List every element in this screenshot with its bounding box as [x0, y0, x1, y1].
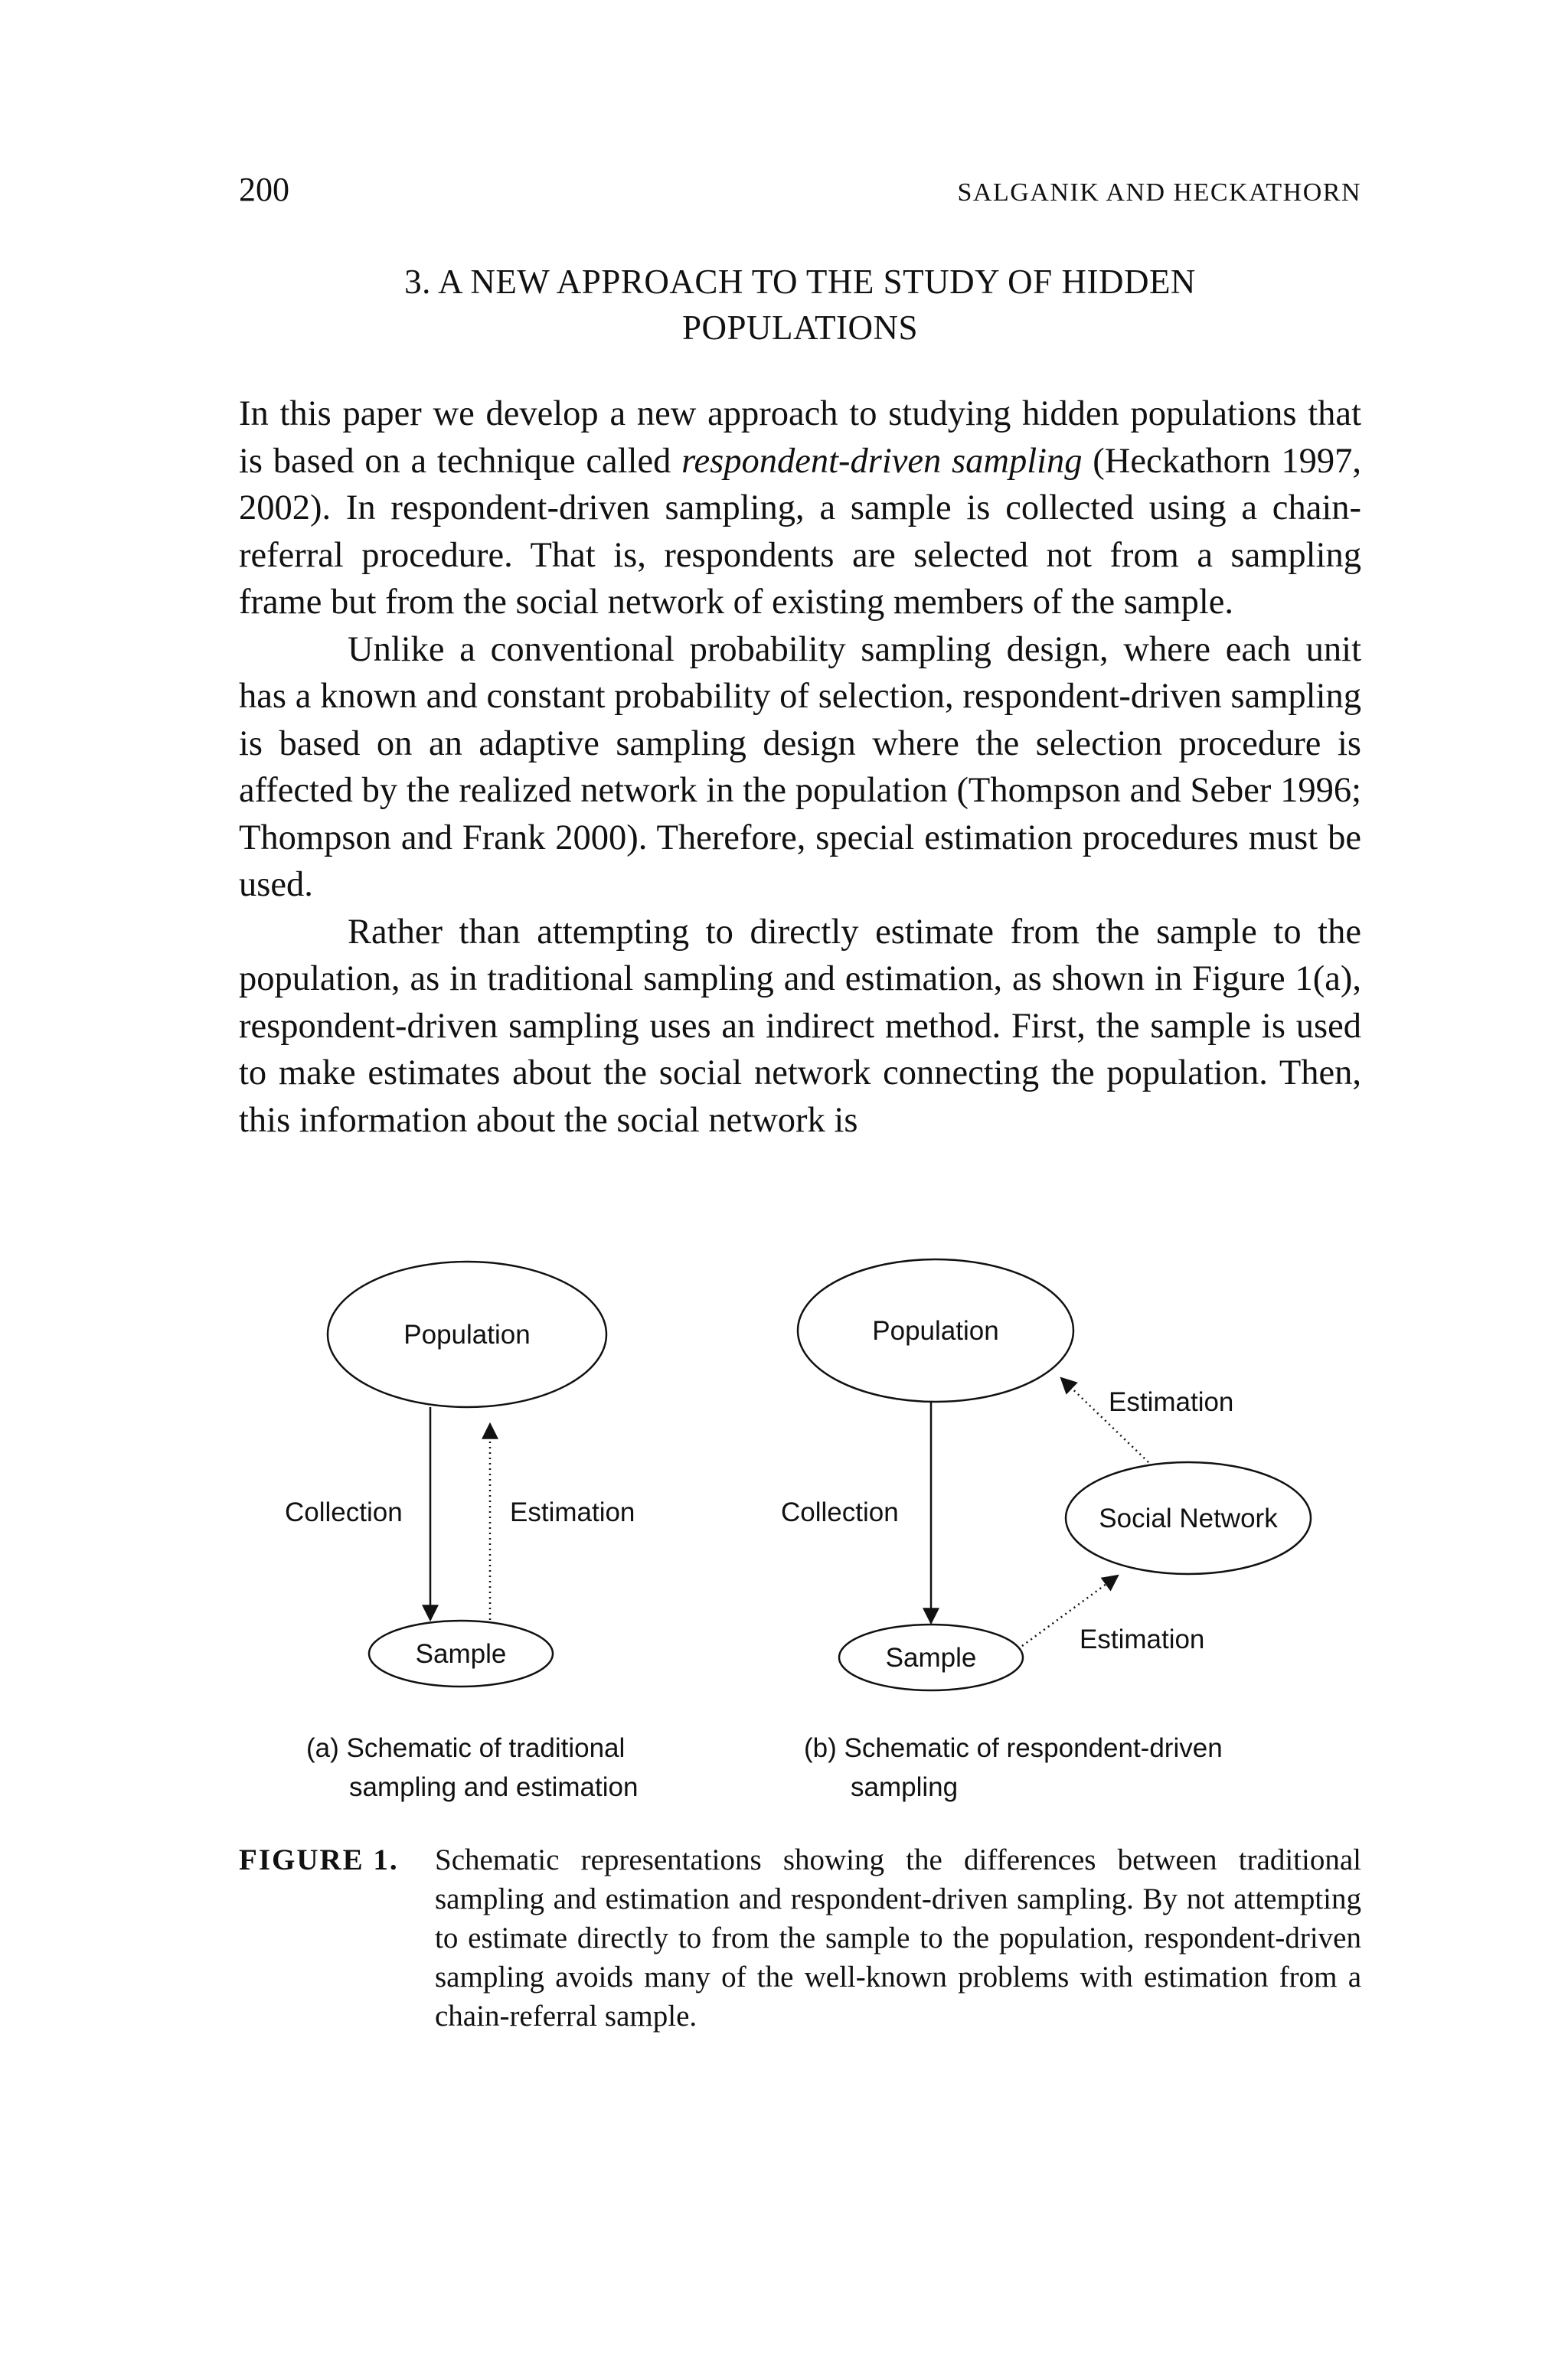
- paragraph-3: Rather than attempting to directly estimate from the sample to the population, as in traditional sampling and estimation, as shown in Figure 1(a), respondent-driven sampling uses an indirect method. First, the sample is used to make estimates about the social network connecting the population. Then, this information about the social network is: [239, 912, 1361, 1140]
- paragraph-1: [239, 390, 1361, 626]
- section-heading-line1: 3. A NEW APPROACH TO THE STUDY OF HIDDEN: [404, 263, 1196, 301]
- panel-b-caption-line1: (b) Schematic of respondent-driven: [804, 1733, 1223, 1763]
- panel-a-caption-line1: (a) Schematic of traditional: [306, 1733, 626, 1763]
- panel-b-caption-line2: sampling: [851, 1772, 959, 1802]
- panel-b-collection-label: Collection: [781, 1497, 899, 1527]
- panel-b-estimation-top-label: Estimation: [1109, 1387, 1234, 1417]
- panel-b: [781, 1259, 1311, 1802]
- body-text: [239, 390, 1361, 1144]
- panel-b-social-network-label: Social Network: [1099, 1504, 1278, 1533]
- figure-1-diagram: [0, 1248, 1568, 1830]
- panel-b-estimation-bottom-label: Estimation: [1080, 1625, 1205, 1654]
- figure-caption-text: Schematic representations showing the differences between traditional sampling and estimation and respondent-driven sampling. By not attempting to estimate directly to from the sample to the population, respondent-driven sampling avoids many of the well-known problems with estimation from a chain-referral sample.: [435, 1843, 1361, 2033]
- figure-caption: [239, 1840, 1361, 2036]
- panel-a-estimation-label: Estimation: [510, 1497, 635, 1527]
- paragraph-1-start: In this paper we develop a new approach to studying hidden populations that is based on a technique called: [239, 394, 1361, 481]
- page-header: [239, 170, 1361, 209]
- paragraph-1-italic-term: respondent-driven sampling: [681, 441, 1083, 481]
- section-heading-line2: POPULATIONS: [681, 309, 919, 347]
- page-number: 200: [239, 171, 289, 208]
- running-head: SALGANIK AND HECKATHORN: [957, 178, 1361, 207]
- panel-a-collection-label: Collection: [285, 1497, 403, 1527]
- paragraph-2: Unlike a conventional probability sampling design, where each unit has a known and constant probability of selection, respondent-driven sampling is based on an adaptive sampling design where the selection procedure is affected by the realized network in the population (Thompson and Seber 1996; Thompson and Frank 2000). Therefore, special estimation procedures must be used.: [239, 629, 1361, 904]
- figure-caption-label: FIGURE 1.: [239, 1843, 399, 1876]
- section-heading: [239, 259, 1361, 351]
- panel-a: [285, 1262, 638, 1802]
- panel-a-caption-line2: sampling and estimation: [349, 1772, 639, 1802]
- panel-b-sample-label: Sample: [885, 1643, 977, 1673]
- panel-a-population-label: Population: [403, 1320, 531, 1350]
- panel-a-sample-label: Sample: [415, 1639, 507, 1669]
- paragraph-1-end: (Heckathorn 1997, 2002). In respondent-driven sampling, a sample is collected using a chain-referral procedure. That is, respondents are selected not from a sampling frame but from the social network of existing members of the sample.: [239, 441, 1361, 622]
- panel-b-population-label: Population: [872, 1316, 999, 1346]
